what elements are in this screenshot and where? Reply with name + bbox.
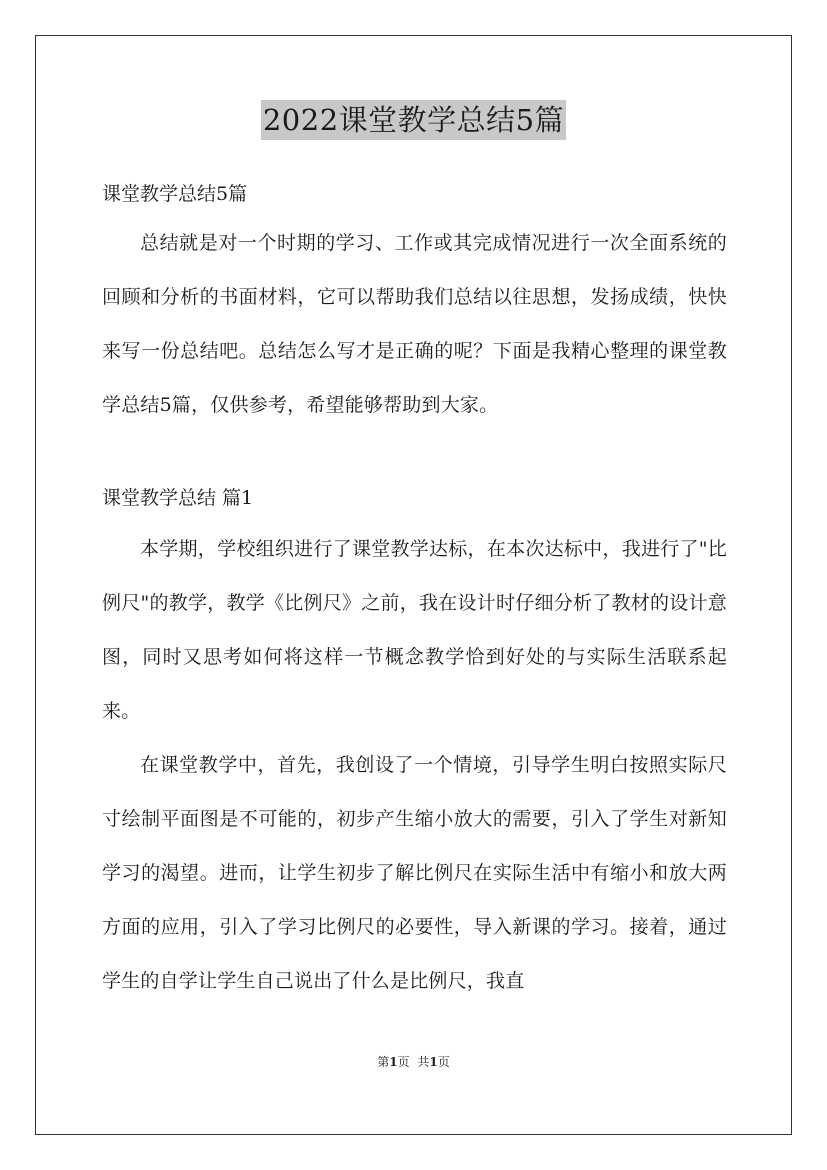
- body-paragraph-1: 本学期，学校组织进行了课堂教学达标，在本次达标中，我进行了"比例尺"的教学，教学《比例尺》之前，我在设计时仔细分析了教材的设计意图，同时又思考如何将这样一节概念教学恰到好处的与实际生活联系起来。: [102, 538, 727, 722]
- document-title: 2022课堂教学总结5篇: [261, 100, 566, 140]
- page-total: 1: [429, 1055, 438, 1069]
- body-paragraph-2: 在课堂教学中，首先，我创设了一个情境，引导学生明白按照实际尺寸绘制平面图是不可能的，初步产生缩小放大的需要，引入了学生对新知学习的渴望。进而，让学生初步了解比例尺在实际生活中有缩小和放大两方面的应用，引入了学习比例尺的必要性，导入新课的学习。接着，通过学生的自学让学生自己说出了什么是比例尺，我直: [102, 754, 727, 992]
- intro-paragraph: 总结就是对一个时期的学习、工作或其完成情况进行一次全面系统的回顾和分析的书面材料，它可以帮助我们总结以往思想，发扬成绩，快快来写一份总结吧。总结怎么写才是正确的呢？下面是我精心整理的课堂教学总结5篇，仅供参考，希望能够帮助到大家。: [102, 232, 727, 416]
- total-label-prefix: 共: [417, 1055, 430, 1069]
- document-body: [102, 172, 727, 1008]
- title-container: [0, 100, 827, 140]
- page-label-suffix: 页: [397, 1055, 410, 1069]
- page-number: 1: [389, 1055, 398, 1069]
- page-footer: [0, 1053, 827, 1071]
- page-label-prefix: 第: [377, 1055, 390, 1069]
- section-spacer: [102, 432, 727, 474]
- document-subtitle: 课堂教学总结5篇: [102, 183, 248, 205]
- section-heading: 课堂教学总结 篇1: [102, 487, 254, 509]
- total-label-suffix: 页: [437, 1055, 450, 1069]
